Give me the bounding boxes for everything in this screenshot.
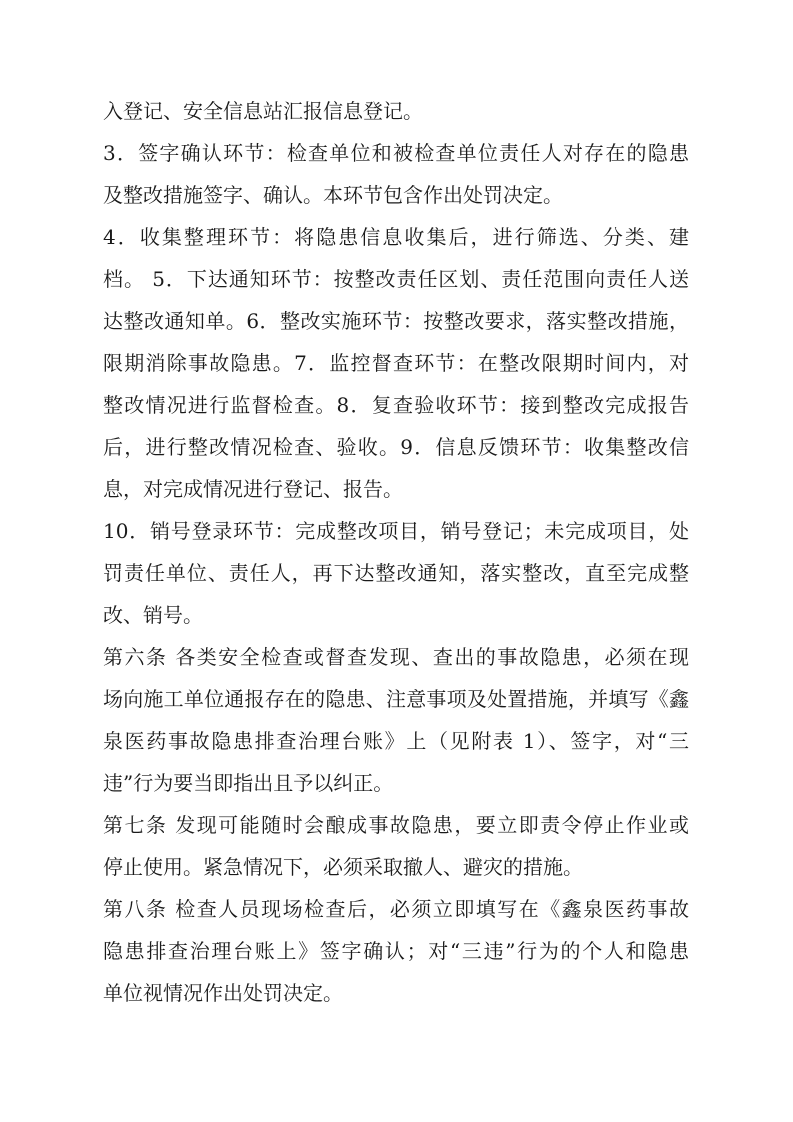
- text-line: 档。 5．下达通知环节：按整改责任区划、责任范围向责任人送: [103, 267, 689, 291]
- text-line: 后，进行整改情况检查、验收。9．信息反馈环节：收集整改信: [103, 435, 689, 459]
- text-line: 及整改措施签字、确认。本环节包含作出处罚决定。: [103, 183, 563, 207]
- text-line: 违”行为要当即指出且予以纠正。: [103, 771, 394, 795]
- paragraph: [103, 216, 689, 510]
- text-line: 入登记、安全信息站汇报信息登记。: [103, 99, 423, 123]
- paragraph: [103, 888, 689, 1014]
- text-line: 第七条 发现可能随时会酿成事故隐患，要立即责令停止作业或: [103, 813, 689, 837]
- text-line: 罚责任单位、责任人，再下达整改通知，落实整改，直至完成整: [103, 561, 689, 585]
- text-line: 单位视情况作出处罚决定。: [103, 981, 343, 1005]
- text-line: 泉医药事故隐患排查治理台账》上（见附表 1）、签字，对“三: [103, 729, 689, 753]
- paragraph: [103, 636, 689, 804]
- text-line: 场向施工单位通报存在的隐患、注意事项及处置措施，并填写《鑫: [103, 687, 689, 711]
- document-text-block: [103, 90, 689, 1014]
- text-line: 第六条 各类安全检查或督查发现、查出的事故隐患，必须在现: [103, 645, 689, 669]
- text-line: 息，对完成情况进行登记、报告。: [103, 477, 403, 501]
- text-line: 改、销号。: [103, 603, 203, 627]
- text-line: 隐患排查治理台账上》签字确认；对“三违”行为的个人和隐患: [103, 939, 689, 963]
- text-line: 达整改通知单。6．整改实施环节：按整改要求，落实整改措施，: [103, 309, 689, 333]
- text-line: 停止使用。紧急情况下，必须采取撤人、避灾的措施。: [103, 855, 583, 879]
- text-line: 3．签字确认环节：检查单位和被检查单位责任人对存在的隐患: [103, 141, 689, 165]
- paragraph: [103, 132, 689, 216]
- paragraph: [103, 804, 689, 888]
- text-line: 限期消除事故隐患。7．监控督查环节：在整改限期时间内，对: [103, 351, 689, 375]
- paragraph: [103, 90, 689, 132]
- text-line: 整改情况进行监督检查。8．复查验收环节：接到整改完成报告: [103, 393, 689, 417]
- paragraph: [103, 510, 689, 636]
- text-line: 第八条 检查人员现场检查后，必须立即填写在《鑫泉医药事故: [103, 897, 689, 921]
- text-line: 10．销号登录环节：完成整改项目，销号登记；未完成项目，处: [103, 519, 689, 543]
- text-line: 4．收集整理环节：将隐患信息收集后，进行筛选、分类、建: [103, 225, 689, 249]
